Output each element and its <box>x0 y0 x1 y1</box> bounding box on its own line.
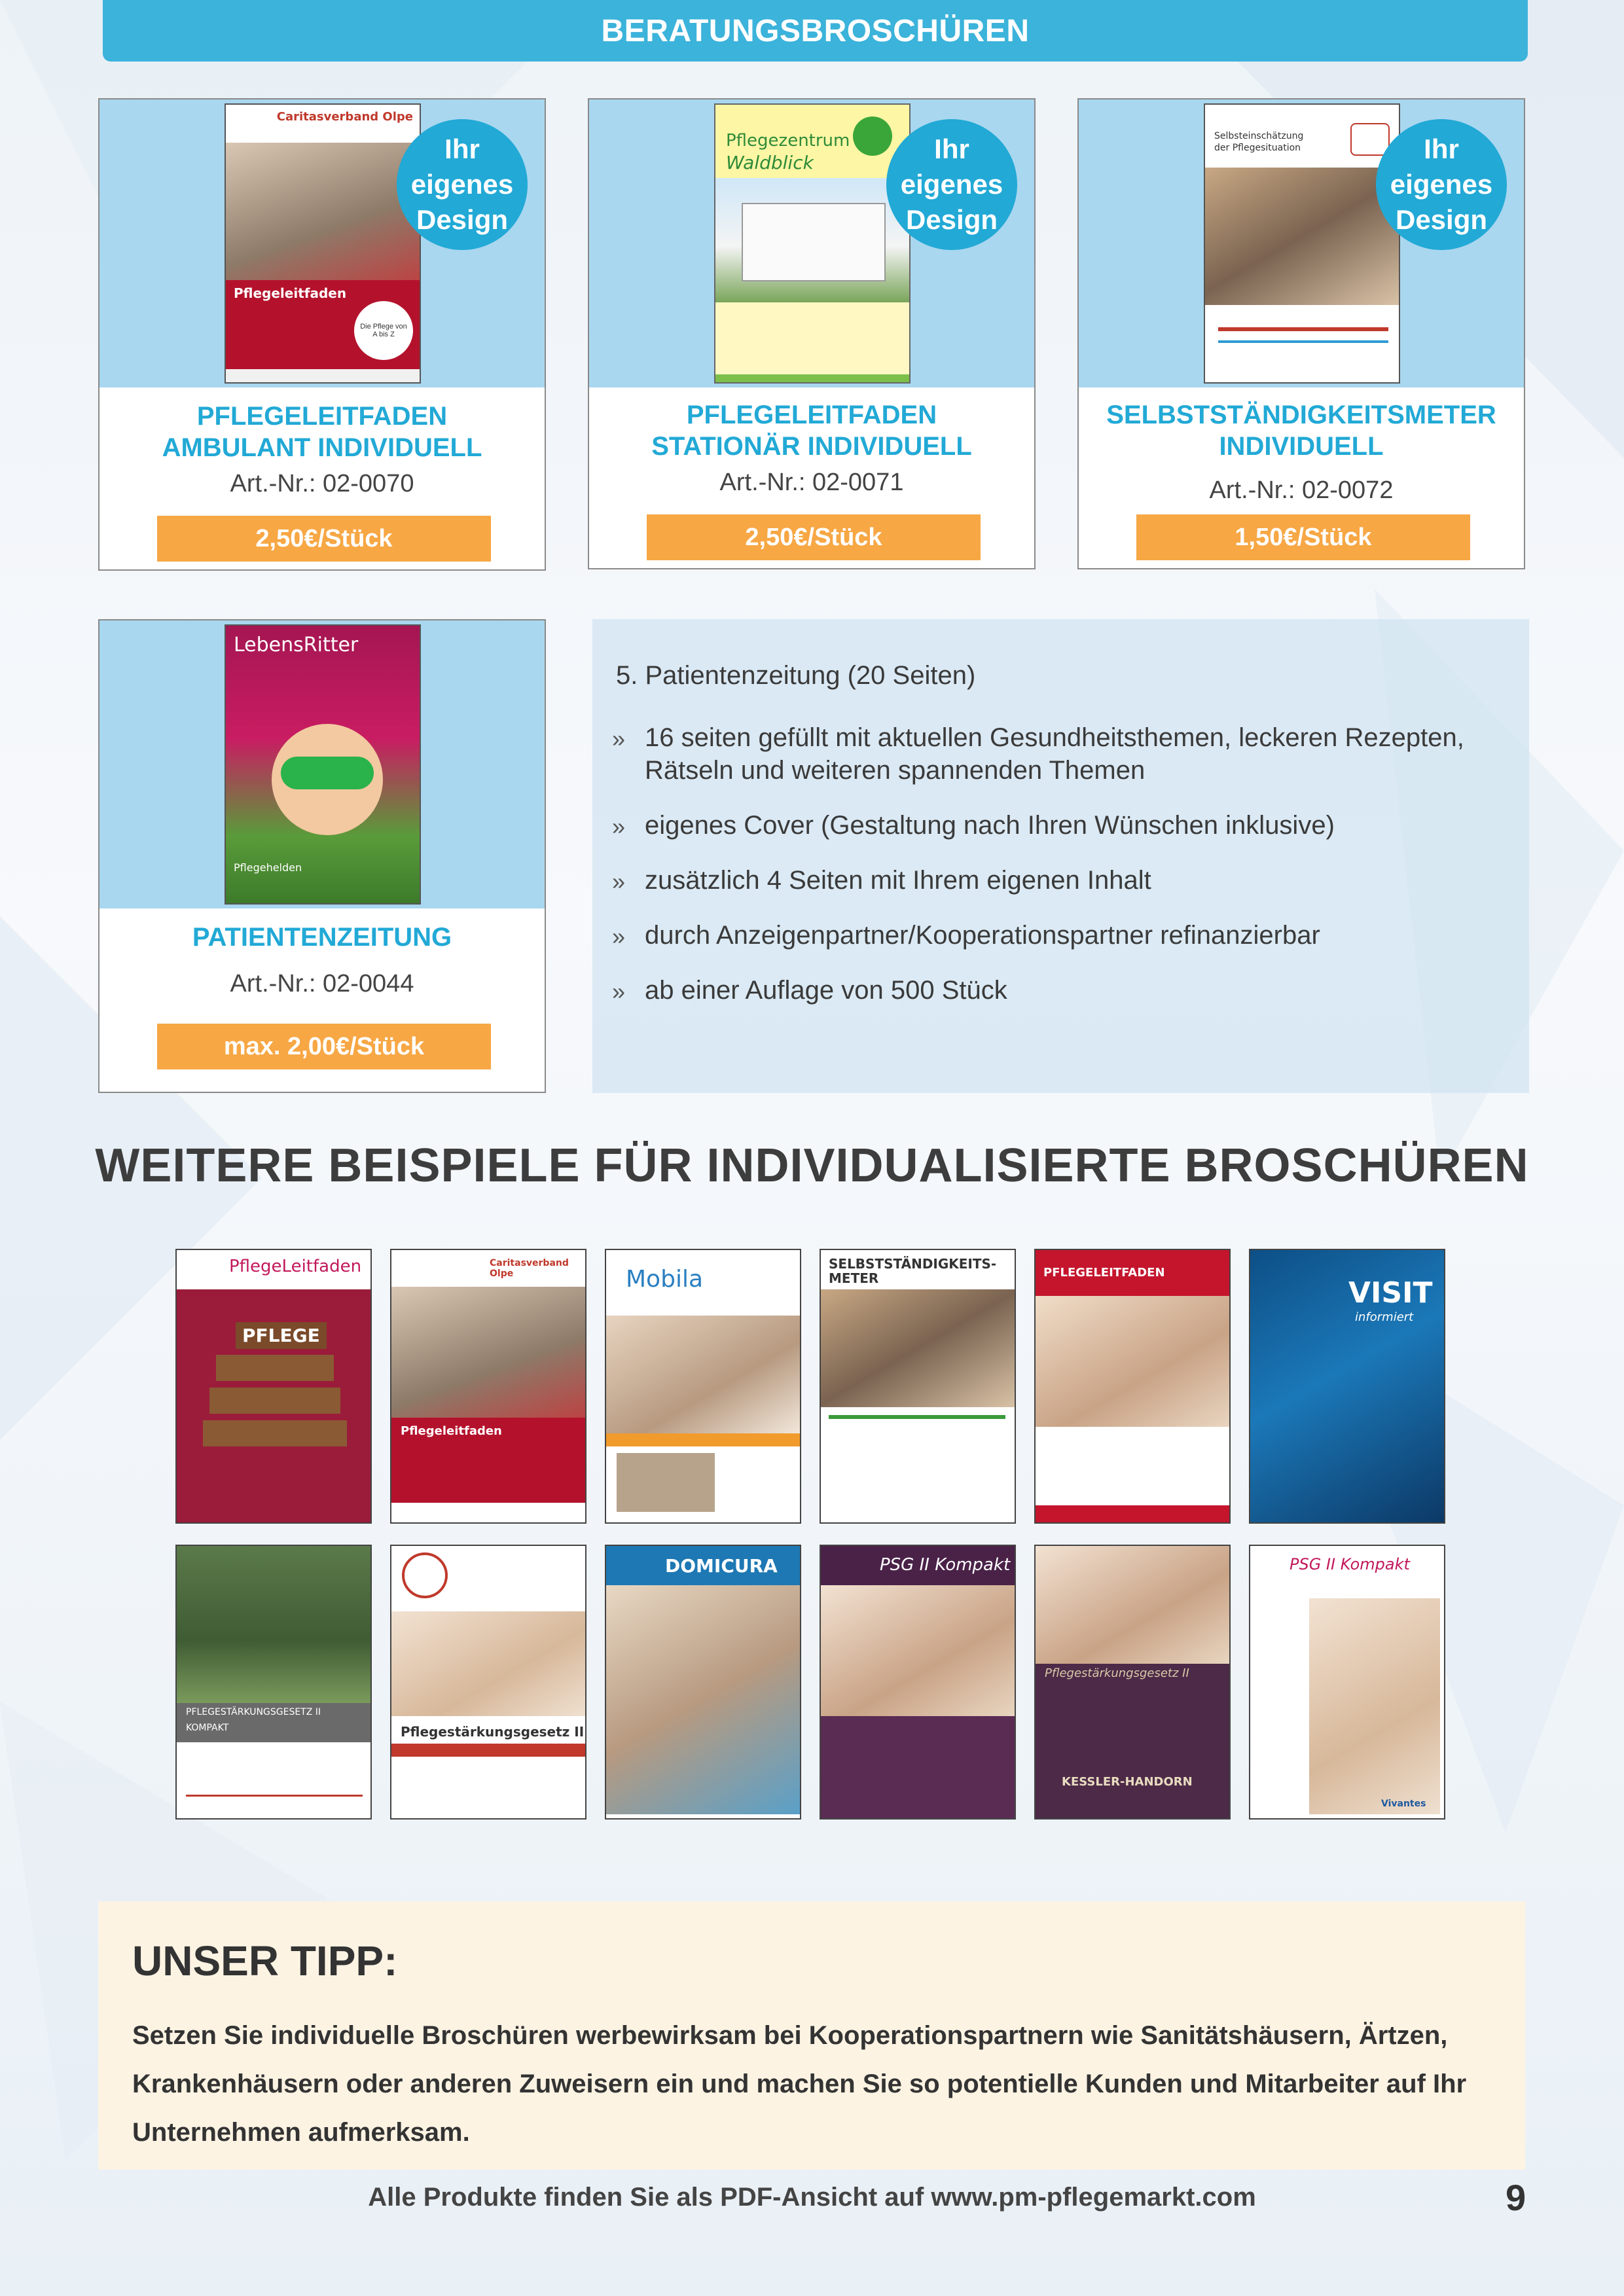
product-card-ambulant[interactable] <box>98 98 546 571</box>
thumb-label: DOMICURA <box>665 1555 778 1577</box>
bullet-text: 16 seiten gefüllt mit aktuellen Gesundheitsthemen, leckeren Rezepten, Rätseln und weiteren spannenden Themen <box>645 723 1464 785</box>
thumb-label: PflegeLeitfaden <box>229 1257 362 1276</box>
tip-box <box>98 1901 1525 2170</box>
badge-line-1: Ihr <box>1424 134 1459 164</box>
green-rule <box>829 1415 1005 1419</box>
badge-line-3: Design <box>1395 204 1488 235</box>
thumb-sub: KOMPAKT <box>186 1723 229 1733</box>
product-card-selbststaendigkeitsmeter[interactable] <box>1077 98 1525 569</box>
bullet-text: ab einer Auflage von 500 Stück <box>645 976 1007 1005</box>
banner-title: BERATUNGSBROSCHÜREN <box>601 13 1030 48</box>
tip-title: UNSER TIPP: <box>132 1937 398 1984</box>
woman-image <box>1309 1598 1440 1814</box>
footer-text: Alle Produkte finden Sie als PDF-Ansicht auf www.pm-pflegemarkt.com <box>368 2183 1256 2212</box>
examples-title: WEITERE BEISPIELE FÜR INDIVIDUALISIERTE BROSCHÜREN <box>95 1139 1529 1192</box>
article-number: Art.-Nr.: 02-0070 <box>230 470 414 497</box>
product-title-line-1: PFLEGELEITFADEN <box>196 402 448 431</box>
product-card-patientenzeitung[interactable] <box>98 619 546 1093</box>
own-design-badge <box>397 119 528 250</box>
price-button[interactable]: 2,50€/Stück <box>647 514 981 560</box>
thumb-label: Pflegestärkungsgesetz II <box>401 1724 585 1740</box>
badge-line-2: eigenes <box>410 169 514 200</box>
info-bullet <box>612 721 1483 787</box>
cover-selbsteinschaetzung <box>1204 103 1400 384</box>
building-image <box>742 203 886 281</box>
info-bullet <box>612 809 1483 842</box>
thumb-label: SELBSTSTÄNDIGKEITS-METER <box>829 1256 997 1286</box>
badge-line-2: eigenes <box>1390 169 1493 200</box>
badge-line-1: Ihr <box>444 134 480 164</box>
badge-line-2: eigenes <box>900 169 1003 200</box>
bullet-text: eigenes Cover (Gestaltung nach Ihren Wünschen inklusive) <box>645 811 1335 840</box>
product-image-area <box>1079 99 1524 387</box>
cover-bubble-text: Die Pflege von A bis Z <box>360 323 407 338</box>
tip-text: Setzen Sie individuelle Broschüren werbewirksam bei Kooperationspartnern wie Sanitätshäusern, Ärtzen, Krankenhäusern oder anderen Zuweisern ein und machen Sie so potentielle Kunden und Mitarbeiter auf Ihr Unternehmen aufmerksam. <box>132 2021 1467 2147</box>
own-design-badge <box>1376 119 1507 250</box>
example-brochure-caritas[interactable] <box>390 1249 586 1524</box>
product-title-line-1: PFLEGELEITFADEN <box>686 401 937 429</box>
cover-footer: Pflegehelden <box>234 861 302 874</box>
thumb-label: PSG II Kompakt <box>880 1555 1011 1575</box>
product-title-line-1: PATIENTENZEITUNG <box>192 923 452 952</box>
product-image-area <box>589 99 1034 387</box>
info-heading: 5. Patientenzeitung (20 Seiten) <box>616 661 976 690</box>
product-title <box>99 401 545 463</box>
cover-bubble <box>354 301 413 360</box>
price-button[interactable]: 1,50€/Stück <box>1136 514 1470 560</box>
bullet-mark: » <box>612 868 626 895</box>
cover-lebensritter <box>225 624 421 905</box>
signpost-image-2 <box>209 1388 340 1414</box>
cover-rule-2 <box>1218 340 1388 343</box>
house-image <box>617 1453 715 1512</box>
cover-line-2: der Pflegesituation <box>1214 143 1301 153</box>
product-title <box>589 399 1034 462</box>
article-number: Art.-Nr.: 02-0071 <box>719 469 904 496</box>
product-title <box>1079 399 1524 462</box>
thumb-sub: Vivantes <box>1381 1799 1426 1809</box>
price-button[interactable]: 2,50€/Stück <box>157 516 491 562</box>
example-brochure-selbststaendigkeitsmeter[interactable] <box>820 1249 1016 1524</box>
thumb-sub: KESSLER-HANDORN <box>1062 1775 1193 1789</box>
cover-pflegeleitfaden-ambulant <box>225 103 421 384</box>
thumb-label: VISIT <box>1348 1276 1433 1310</box>
product-image-area <box>99 99 545 387</box>
product-title-line-2: STATIONÄR INDIVIDUELL <box>651 432 972 461</box>
example-brochure-psg-kompakt-purple[interactable] <box>820 1545 1016 1820</box>
example-brochure-mobila[interactable] <box>605 1249 801 1524</box>
cover-rule <box>1218 327 1388 331</box>
page-number: 9 <box>1506 2177 1526 2218</box>
bullet-text: zusätzlich 4 Seiten mit Ihrem eigenen Inhalt <box>645 866 1151 895</box>
product-image-area <box>99 620 545 908</box>
product-title-line-2: AMBULANT INDIVIDUELL <box>162 433 482 462</box>
bullet-text: durch Anzeigenpartner/Kooperationspartner refinanzierbar <box>645 921 1320 950</box>
info-bullet-list <box>612 721 1483 1029</box>
info-bullet <box>612 864 1483 897</box>
bullet-mark: » <box>612 923 626 950</box>
cover-heading: Pflegeleitfaden <box>234 285 347 301</box>
example-brochure-visit[interactable] <box>1249 1249 1445 1524</box>
cover-line-1: Selbsteinschätzung <box>1214 131 1304 141</box>
patientenzeitung-info <box>592 619 1529 1093</box>
thumb-sub: PFLEGE <box>236 1322 327 1349</box>
info-bullet <box>612 974 1483 1007</box>
example-brochure-domicura[interactable] <box>605 1545 801 1820</box>
heart-logo-icon <box>402 1552 448 1598</box>
article-number: Art.-Nr.: 02-0044 <box>230 970 414 997</box>
cover-line-2: Waldblick <box>726 152 814 173</box>
cover-brand: Caritasverband Olpe <box>276 110 413 124</box>
badge-line-1: Ihr <box>934 134 969 164</box>
bullet-mark: » <box>612 978 626 1005</box>
section-banner <box>103 0 1528 62</box>
price-button[interactable]: max. 2,00€/Stück <box>157 1024 491 1069</box>
red-rule <box>186 1795 363 1797</box>
product-card-stationaer[interactable] <box>588 98 1036 569</box>
thumb-sub: informiert <box>1355 1310 1414 1324</box>
signpost-image <box>216 1355 334 1381</box>
bullet-mark: » <box>612 725 626 752</box>
example-brochure-psg-heart[interactable] <box>390 1545 586 1820</box>
example-brochure-pflegeleitfaden-ritter[interactable] <box>175 1249 372 1524</box>
thumb-label: PFLEGESTÄRKUNGSGESETZ II <box>186 1707 321 1717</box>
cover-brand: LebensRitter <box>234 634 359 656</box>
cover-logo <box>1350 123 1390 156</box>
product-title <box>99 922 545 953</box>
cover-pflegezentrum-waldblick <box>714 103 911 384</box>
signpost-image-3 <box>203 1420 347 1446</box>
example-brochure-pflegeleitfaden-caritas[interactable] <box>1034 1249 1231 1524</box>
product-title-line-2: INDIVIDUELL <box>1219 432 1384 461</box>
product-title-line-1: SELBSTSTÄNDIGKEITSMETER <box>1106 401 1496 429</box>
article-number: Art.-Nr.: 02-0072 <box>1209 476 1394 504</box>
thumb-sub: Caritasverband Olpe <box>490 1258 569 1279</box>
bullet-mark: » <box>612 813 626 840</box>
badge-line-3: Design <box>416 204 509 235</box>
example-brochure-psg-kompakt-green[interactable] <box>175 1545 372 1820</box>
cover-line-1: Pflegezentrum <box>726 131 850 151</box>
badge-line-3: Design <box>905 204 998 235</box>
own-design-badge <box>886 119 1017 250</box>
green-mask-image <box>281 757 374 789</box>
thumb-label: Mobila <box>626 1266 704 1293</box>
example-brochure-psg-kompakt-vivantes[interactable] <box>1249 1545 1445 1820</box>
info-bullet <box>612 919 1483 952</box>
thumb-label: PSG II Kompakt <box>1290 1555 1410 1573</box>
clover-icon <box>853 117 892 156</box>
thumb-label: Pflegestärkungsgesetz II <box>1045 1666 1189 1680</box>
thumb-label: PFLEGELEITFADEN <box>1043 1266 1165 1280</box>
example-brochure-kessler-handorn[interactable] <box>1034 1545 1231 1820</box>
thumb-label: Pflegeleitfaden <box>401 1424 502 1438</box>
